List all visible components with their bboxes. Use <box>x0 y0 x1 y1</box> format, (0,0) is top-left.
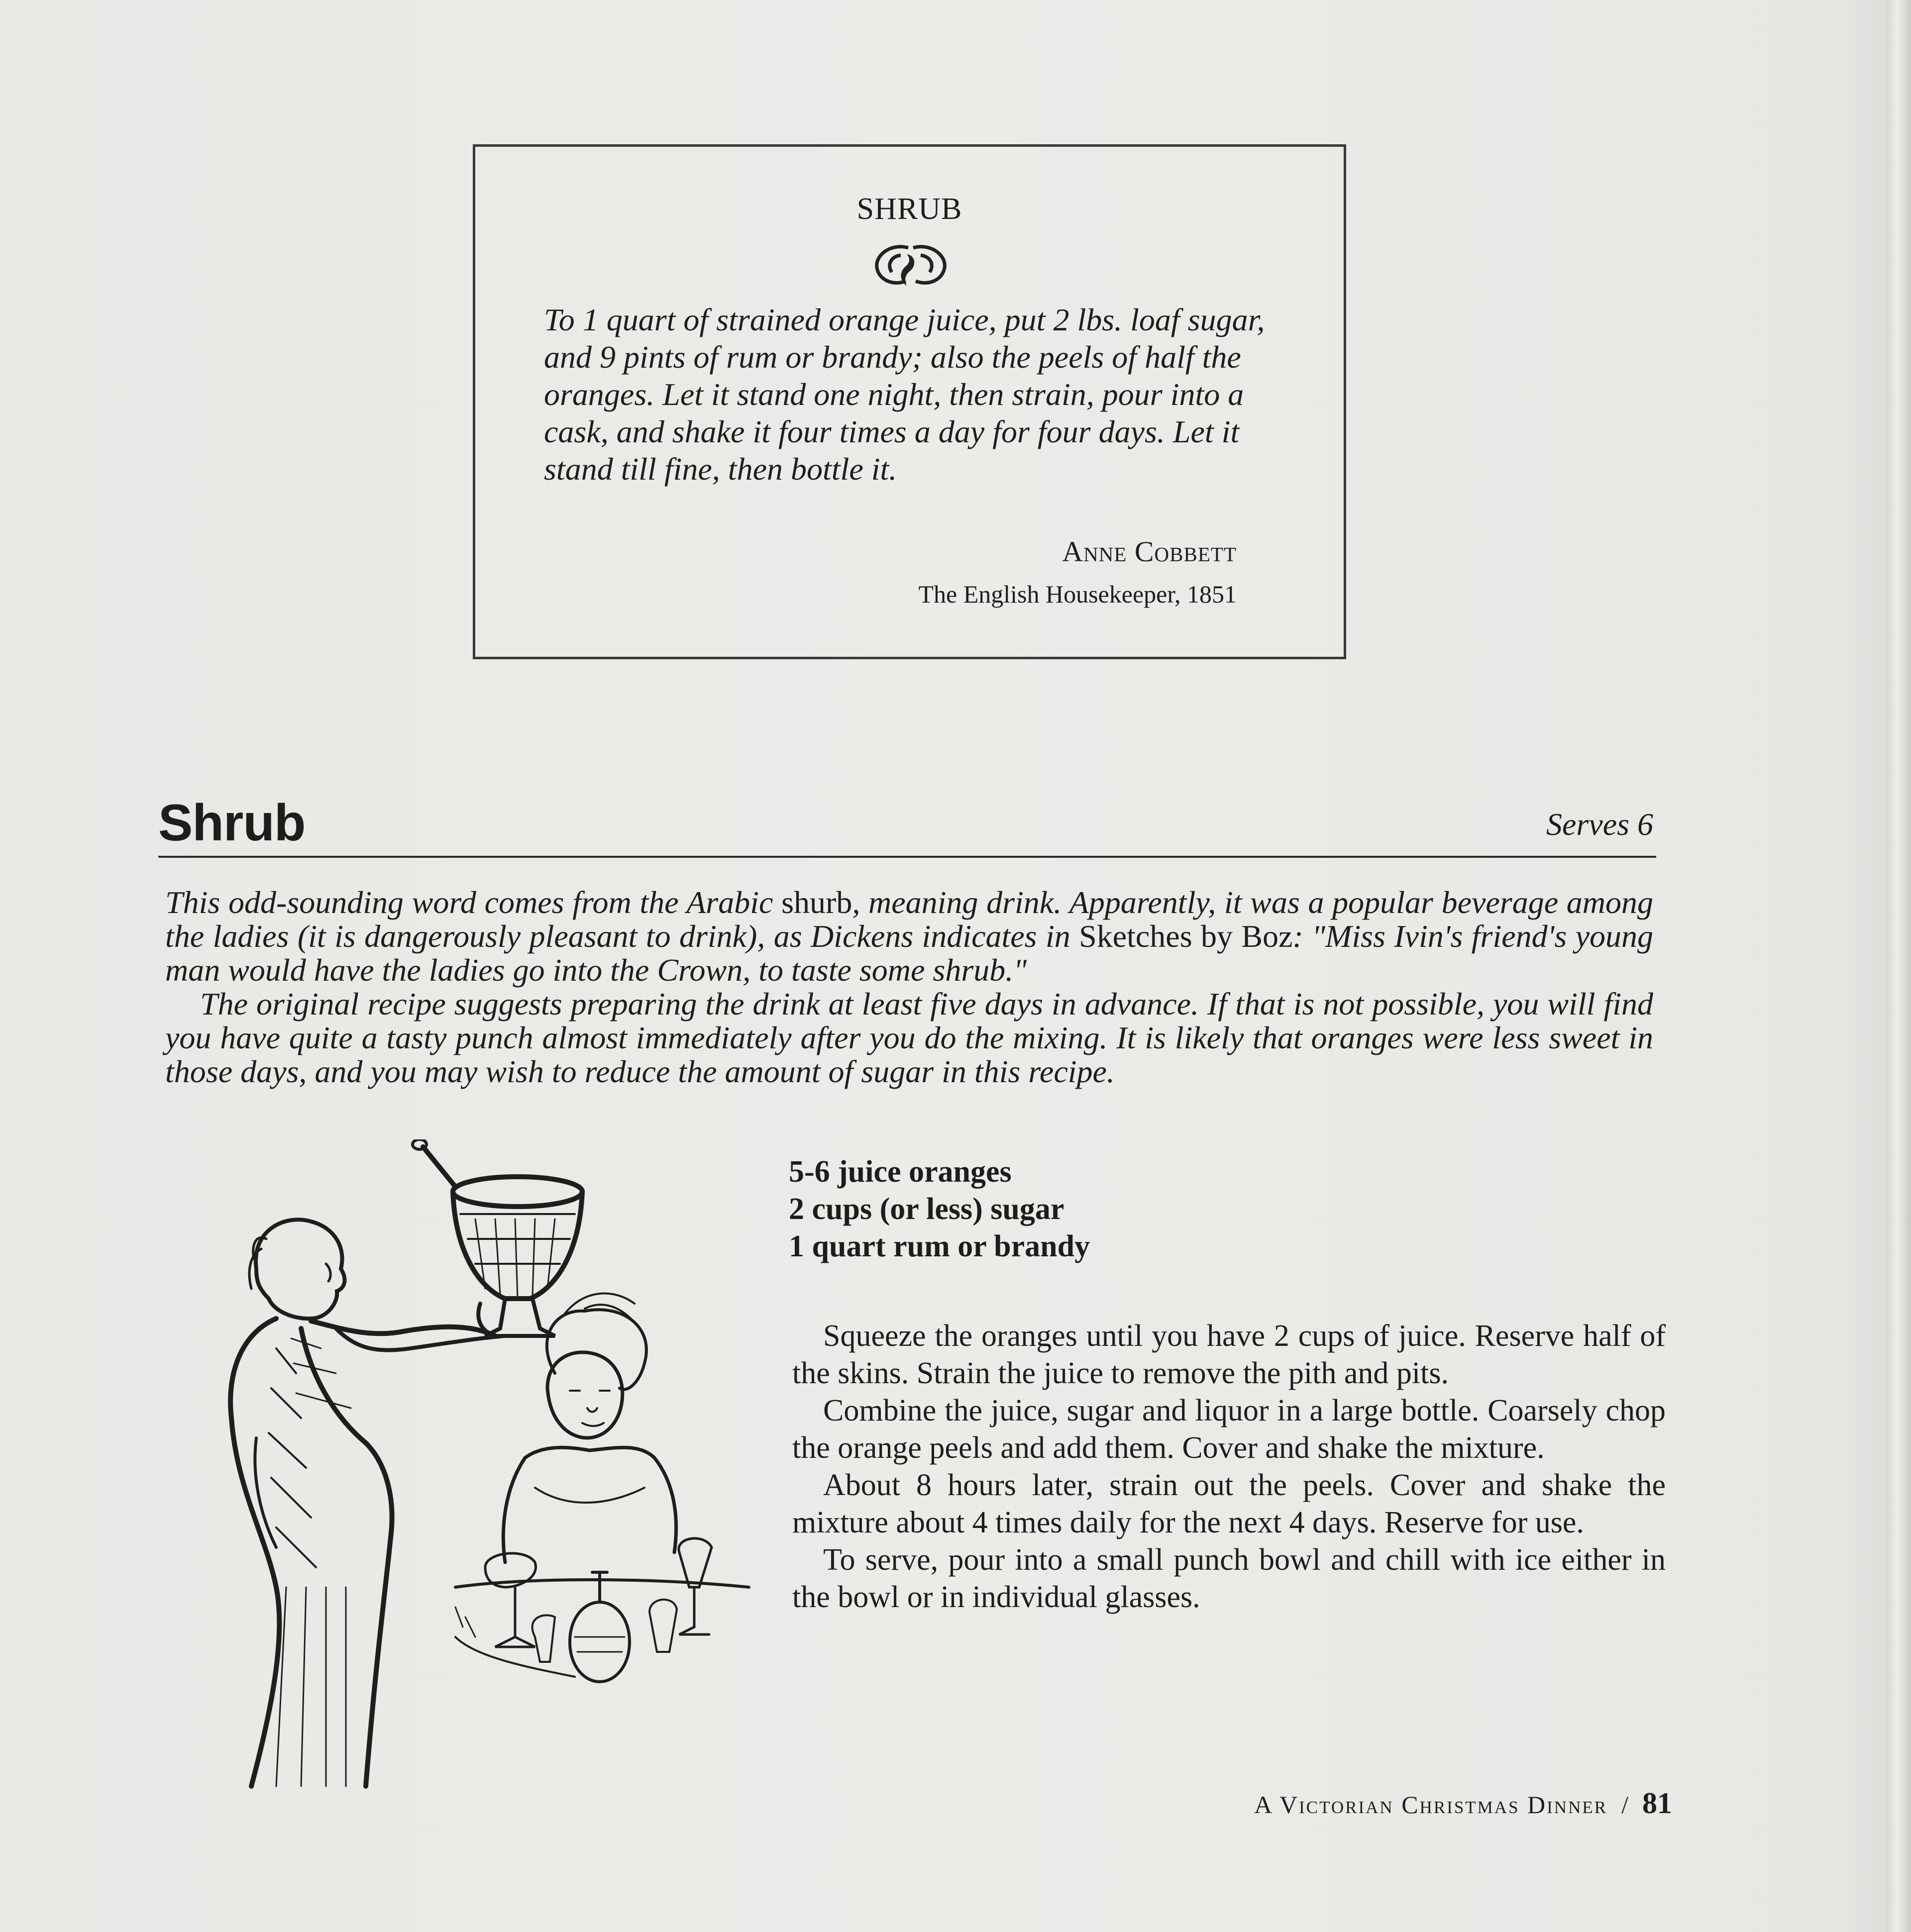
recipe-title: Shrub <box>158 794 306 852</box>
method-step: Combine the juice, sugar and liquor in a large bottle. Coarsely chop the orange peels and add them. Cover and shake the mixture. <box>792 1394 1666 1465</box>
ingredients-list <box>789 1153 1090 1265</box>
method-step: About 8 hours later, strain out the peels. Cover and shake the mixture about 4 times daily for the next 4 days. Reserve for use. <box>792 1468 1666 1539</box>
quote-source: The English Housekeeper, 1851 <box>918 580 1237 608</box>
method-step: Squeeze the oranges until you have 2 cups of juice. Reserve half of the skins. Strain the juice to remove the pith and pits. <box>792 1319 1666 1390</box>
ingredient-item: 5-6 juice oranges <box>789 1155 1012 1189</box>
recipe-method <box>792 1318 1666 1616</box>
fleuron-ornament-icon <box>871 240 951 290</box>
title-rule <box>158 856 1656 858</box>
recipe-intro <box>165 886 1653 1089</box>
page-number: 81 <box>1642 1787 1672 1820</box>
quote-text: To 1 quart of strained orange juice, put 2 lbs. loaf sugar, and 9 pints of rum or brandy; also the peels of half the oranges. Let it stand one night, then strain, pour into a cask, and shake it four times a day for four days. Let it stand till fine, then bottle it. <box>544 302 1265 487</box>
intro-word-shurb: shurb <box>781 885 852 920</box>
intro-text: , meaning drink. Apparently, it was a popular beverage among the ladies (it is dangerously pleasant to drink), as Dickens indicates in <box>165 885 1654 954</box>
intro-text: This odd-sounding word comes from the Arabic <box>165 885 782 920</box>
quote-author: Anne Cobbett <box>1062 535 1237 568</box>
running-footer-title: A Victorian Christmas Dinner <box>1254 1791 1608 1819</box>
ingredient-item: 1 quart rum or brandy <box>789 1229 1090 1263</box>
intro-paragraph-1 <box>165 886 1653 987</box>
historical-recipe-box <box>473 144 1346 659</box>
intro-text: : "Miss Ivin's friend's young man would have the ladies go into the Crown, to taste some shrub." <box>165 918 1653 988</box>
serves-label: Serves 6 <box>1546 807 1653 842</box>
intro-book-title: Sketches by Boz <box>1079 918 1293 954</box>
page-footer <box>1254 1786 1672 1821</box>
ingredient-item: 2 cups (or less) sugar <box>789 1192 1064 1226</box>
method-step: To serve, pour into a small punch bowl and chill with ice either in the bowl or in individual glasses. <box>792 1543 1666 1614</box>
quote-box-title: SHRUB <box>856 192 962 226</box>
page-edge <box>1886 0 1911 1932</box>
intro-paragraph-2: The original recipe suggests preparing the drink at least five days in advance. If that is not possible, you will find you have quite a tasty punch almost immediately after you do the mixing. It is likely that oranges were less sweet in those days, and you may wish to reduce the amount of sugar in this recipe. <box>165 986 1653 1089</box>
victorian-butler-pouring-illustration <box>177 1139 769 1796</box>
footer-separator: / <box>1621 1791 1628 1819</box>
